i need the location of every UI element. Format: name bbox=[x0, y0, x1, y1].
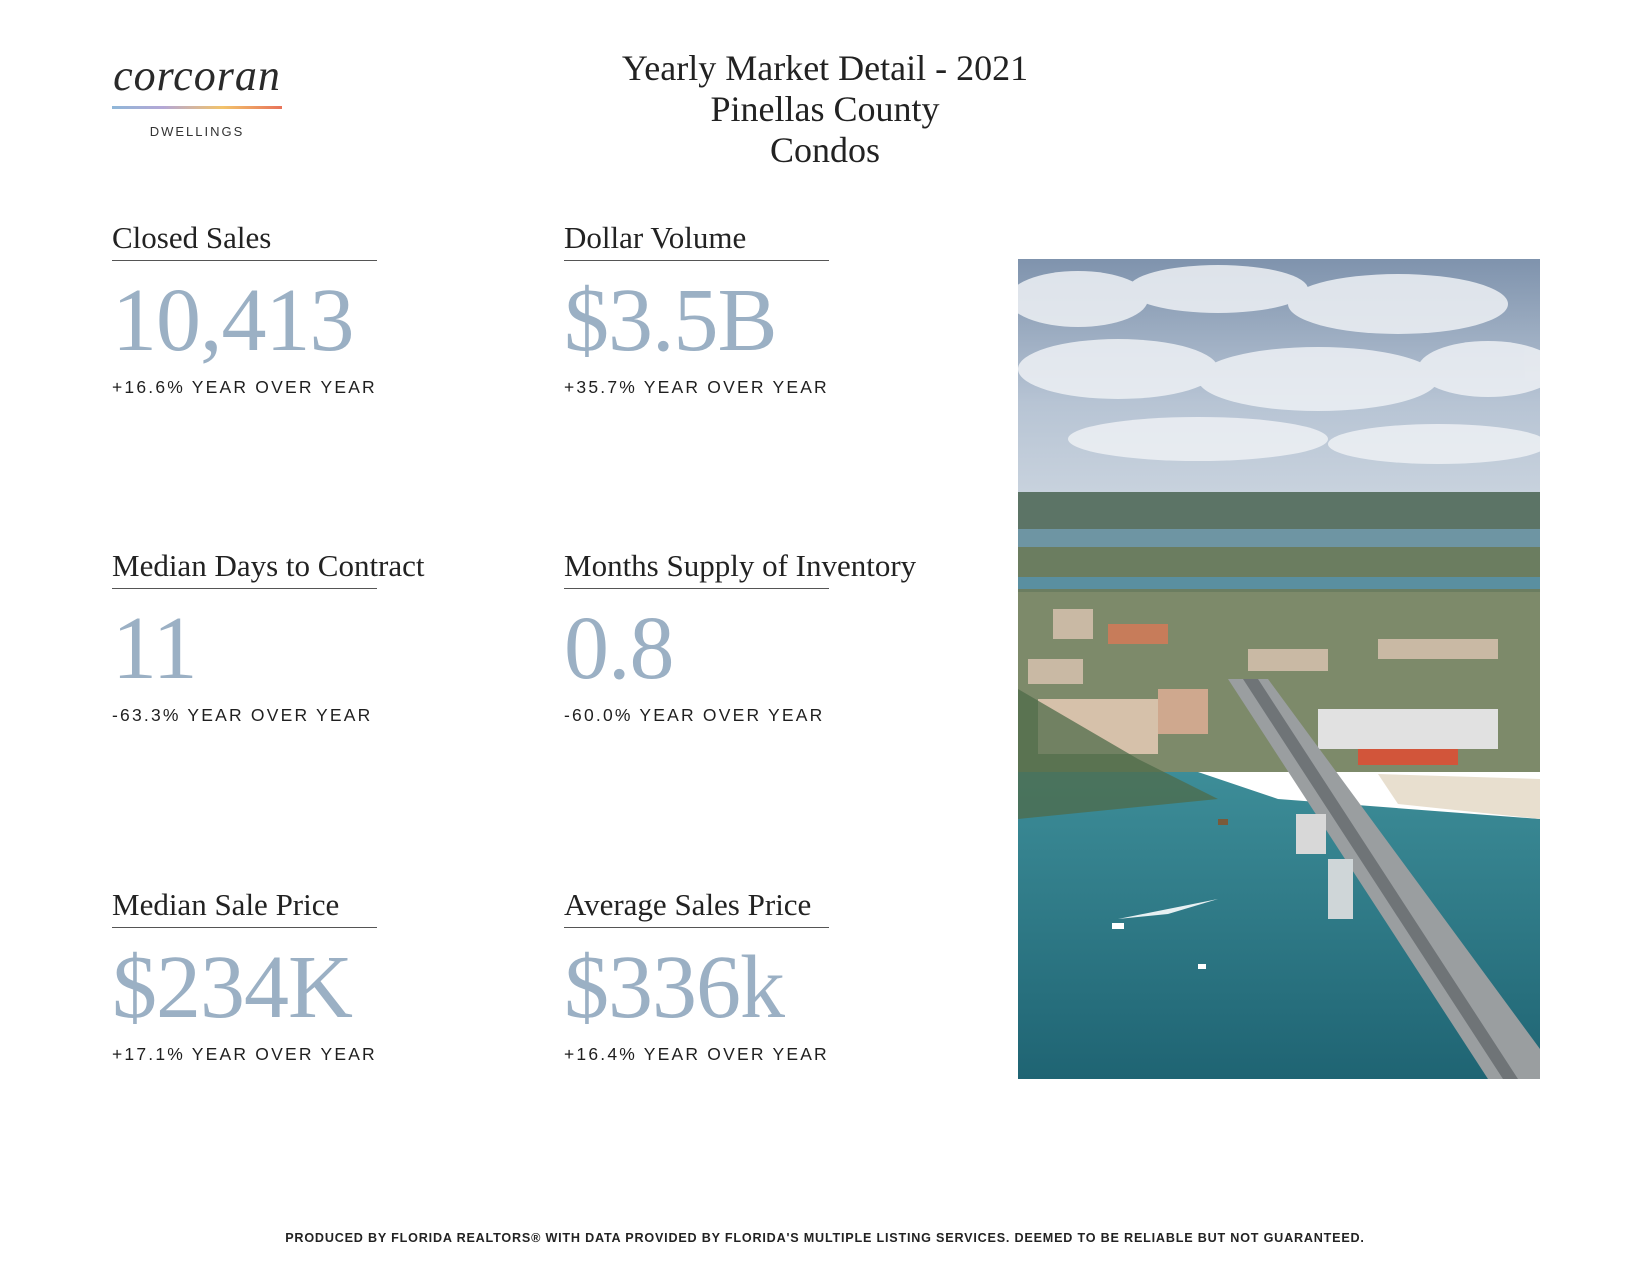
stat-divider bbox=[112, 927, 377, 928]
stat-change: -63.3% YEAR OVER YEAR bbox=[112, 705, 373, 725]
stat-value: $336k bbox=[564, 938, 784, 1037]
stat-change: +16.6% YEAR OVER YEAR bbox=[112, 377, 377, 397]
stat-value: 11 bbox=[112, 599, 197, 698]
stat-label: Median Days to Contract bbox=[112, 548, 425, 583]
brand-logo bbox=[112, 52, 282, 139]
stat-divider bbox=[564, 260, 829, 261]
stat-label: Closed Sales bbox=[112, 220, 272, 255]
report-title-line-3: Condos bbox=[769, 130, 881, 170]
stat-divider bbox=[112, 260, 377, 261]
stat-dollar-volume bbox=[564, 218, 964, 398]
stat-median-sale-price bbox=[112, 885, 512, 1065]
stat-value: $3.5B bbox=[564, 271, 777, 370]
stat-change: +17.1% YEAR OVER YEAR bbox=[112, 1044, 377, 1064]
aerial-photo-illustration bbox=[1018, 259, 1540, 1079]
stat-closed-sales bbox=[112, 218, 512, 398]
brand-name: corcoran bbox=[113, 51, 281, 100]
stat-change: -60.0% YEAR OVER YEAR bbox=[564, 705, 825, 725]
report-title-line-2: Pinellas County bbox=[710, 89, 940, 129]
stat-change: +16.4% YEAR OVER YEAR bbox=[564, 1044, 829, 1064]
brand-gradient-rule bbox=[112, 106, 282, 109]
stat-value: 10,413 bbox=[112, 271, 354, 370]
stat-average-sales-price bbox=[564, 885, 964, 1065]
stat-label: Median Sale Price bbox=[112, 887, 340, 922]
stat-divider bbox=[112, 588, 377, 589]
footer-disclaimer: PRODUCED BY FLORIDA REALTORS® WITH DATA PROVIDED BY FLORIDA'S MULTIPLE LISTING SERVICES. DEEMED TO BE RELIABLE BUT NOT GUARANTEED. bbox=[285, 1231, 1365, 1245]
stat-change: +35.7% YEAR OVER YEAR bbox=[564, 377, 829, 397]
stat-divider bbox=[564, 588, 829, 589]
stat-divider bbox=[564, 927, 829, 928]
stat-label: Months Supply of Inventory bbox=[564, 548, 917, 583]
stat-value: $234K bbox=[112, 938, 352, 1037]
stat-months-supply bbox=[564, 546, 964, 726]
stat-label: Dollar Volume bbox=[564, 220, 747, 255]
report-title-line-1: Yearly Market Detail - 2021 bbox=[621, 48, 1029, 88]
stat-label: Average Sales Price bbox=[564, 887, 812, 922]
aerial-photo bbox=[1018, 259, 1540, 1079]
report-title bbox=[525, 48, 1125, 171]
stat-median-days-to-contract bbox=[112, 546, 512, 726]
brand-subtitle: DWELLINGS bbox=[149, 124, 245, 139]
stat-value: 0.8 bbox=[564, 599, 674, 698]
